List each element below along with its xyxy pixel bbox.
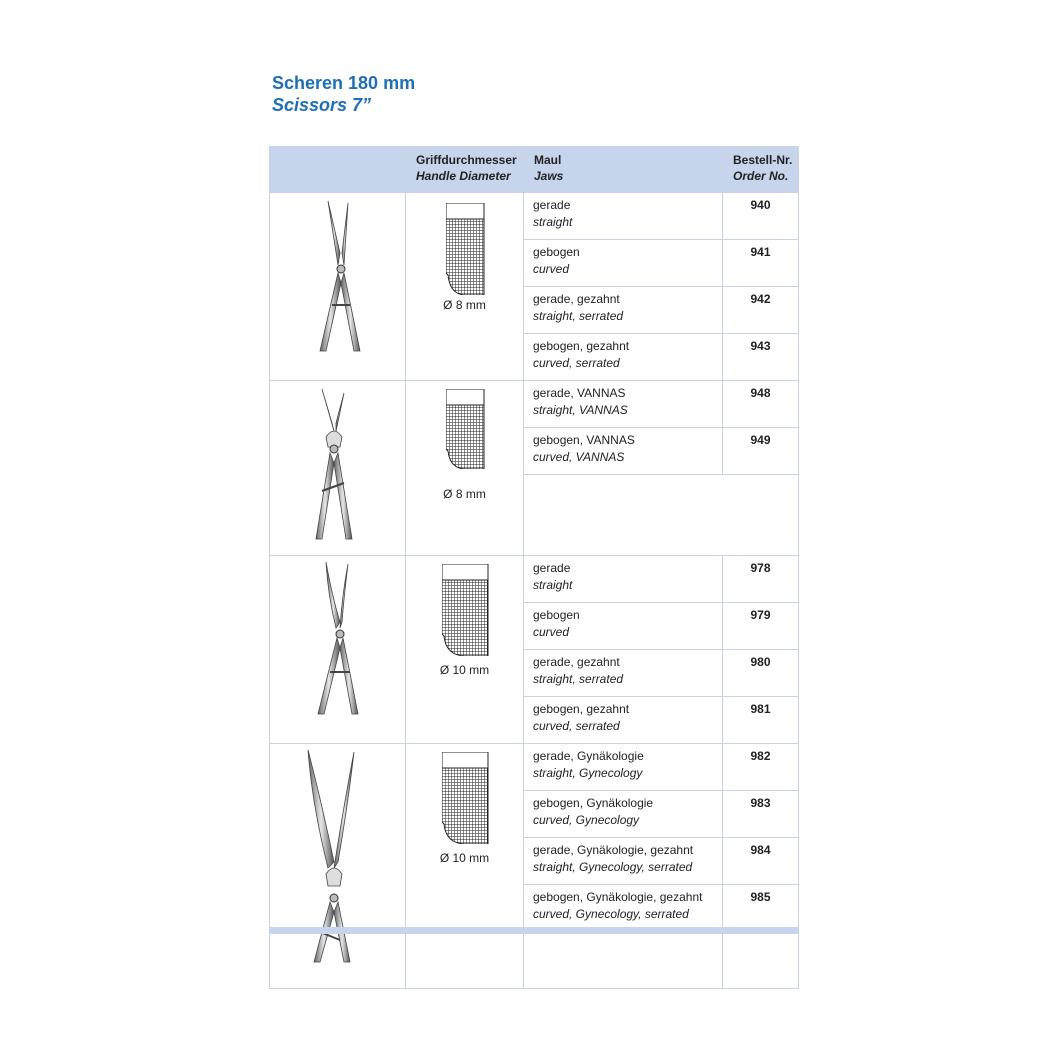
jaw-en: curved, serrated [533,719,620,733]
jaw-de: gerade, Gynäkologie [533,749,644,763]
jaw-en: curved [533,262,570,276]
table-row [270,744,799,791]
jaw-en: curved, Gynecology, serrated [533,907,689,921]
order-number: 980 [723,650,799,697]
jaw-en: curved, Gynecology [533,813,640,827]
jaw-cell [524,603,723,650]
handle-diameter-cell [406,744,524,989]
instrument-image-cell [270,381,406,556]
table-row [270,193,799,240]
order-number: 941 [723,240,799,287]
jaw-cell [524,381,723,428]
jaw-cell [524,240,723,287]
jaw-de: gerade, gezahnt [533,292,620,306]
header-handle-en: Handle Diameter [416,169,511,183]
order-number: 949 [723,428,799,475]
header-jaws [524,147,723,193]
handle-crosssection-icon [442,564,490,656]
handle-crosssection-icon [446,389,486,469]
jaw-de: gerade [533,198,571,212]
jaw-en: straight, VANNAS [533,403,628,417]
jaw-cell [524,697,723,744]
scissors-icon [270,193,406,361]
scissors-icon [270,381,406,547]
header-order-en: Order No. [733,169,789,183]
handle-diameter-cell [406,381,524,556]
header-image [270,147,406,193]
order-number: 948 [723,381,799,428]
jaw-cell [524,428,723,475]
table-row [270,556,799,603]
scissors-icon [270,556,406,724]
jaw-de: gerade, gezahnt [533,655,620,669]
empty-cell [723,932,799,989]
jaw-cell [524,744,723,791]
order-number: 984 [723,838,799,885]
jaw-de: gebogen, gezahnt [533,702,630,716]
jaw-en: straight, serrated [533,672,624,686]
product-table [269,146,799,989]
jaw-en: straight, serrated [533,309,624,323]
page-title [272,72,415,116]
jaw-de: gebogen, Gynäkologie [533,796,654,810]
header-jaws-en: Jaws [534,169,564,183]
table-header-row [270,147,799,193]
jaw-de: gerade, VANNAS [533,386,626,400]
order-number: 981 [723,697,799,744]
handle-crosssection-icon [446,203,486,295]
scissors-icon [270,744,406,972]
handle-diameter-label: Ø 8 mm [443,487,486,501]
jaw-de: gebogen, VANNAS [533,433,635,447]
handle-diameter-cell [406,193,524,381]
jaw-de: gerade [533,561,571,575]
table-row [270,381,799,428]
jaw-cell [524,650,723,697]
jaw-cell [524,838,723,885]
jaw-en: straight, Gynecology [533,766,643,780]
header-handle-de: Griffdurchmesser [416,153,517,167]
jaw-de: gebogen [533,245,580,259]
order-number: 942 [723,287,799,334]
table-footer-bar [269,927,798,934]
handle-diameter-label: Ø 10 mm [439,851,490,865]
order-number: 983 [723,791,799,838]
jaw-en: straight [533,578,573,592]
jaw-en: curved, VANNAS [533,450,625,464]
jaw-cell [524,287,723,334]
jaw-en: curved, serrated [533,356,620,370]
jaw-cell [524,334,723,381]
title-de: Scheren 180 mm [272,73,416,93]
jaw-cell [524,556,723,603]
jaw-de: gebogen, gezahnt [533,339,630,353]
handle-crosssection-icon [442,752,490,844]
empty-cell [524,932,723,989]
order-number: 940 [723,193,799,240]
order-number: 985 [723,885,799,932]
header-jaws-de: Maul [534,153,562,167]
jaw-de: gebogen [533,608,580,622]
order-number: 982 [723,744,799,791]
handle-diameter-label: Ø 8 mm [443,298,486,312]
handle-diameter-label: Ø 10 mm [439,663,490,677]
jaw-cell [524,791,723,838]
order-number: 978 [723,556,799,603]
order-number: 979 [723,603,799,650]
empty-cell [524,475,799,556]
header-handle [406,147,524,193]
instrument-image-cell [270,193,406,381]
jaw-cell [524,193,723,240]
header-order-de: Bestell-Nr. [733,153,793,167]
jaw-en: curved [533,625,570,639]
jaw-cell [524,885,723,932]
title-en: Scissors 7” [272,95,372,115]
jaw-de: gebogen, Gynäkologie, gezahnt [533,890,703,904]
order-number: 943 [723,334,799,381]
handle-diameter-cell [406,556,524,744]
header-order [723,147,799,193]
jaw-en: straight [533,215,573,229]
jaw-en: straight, Gynecology, serrated [533,860,693,874]
instrument-image-cell [270,744,406,989]
jaw-de: gerade, Gynäkologie, gezahnt [533,843,694,857]
instrument-image-cell [270,556,406,744]
